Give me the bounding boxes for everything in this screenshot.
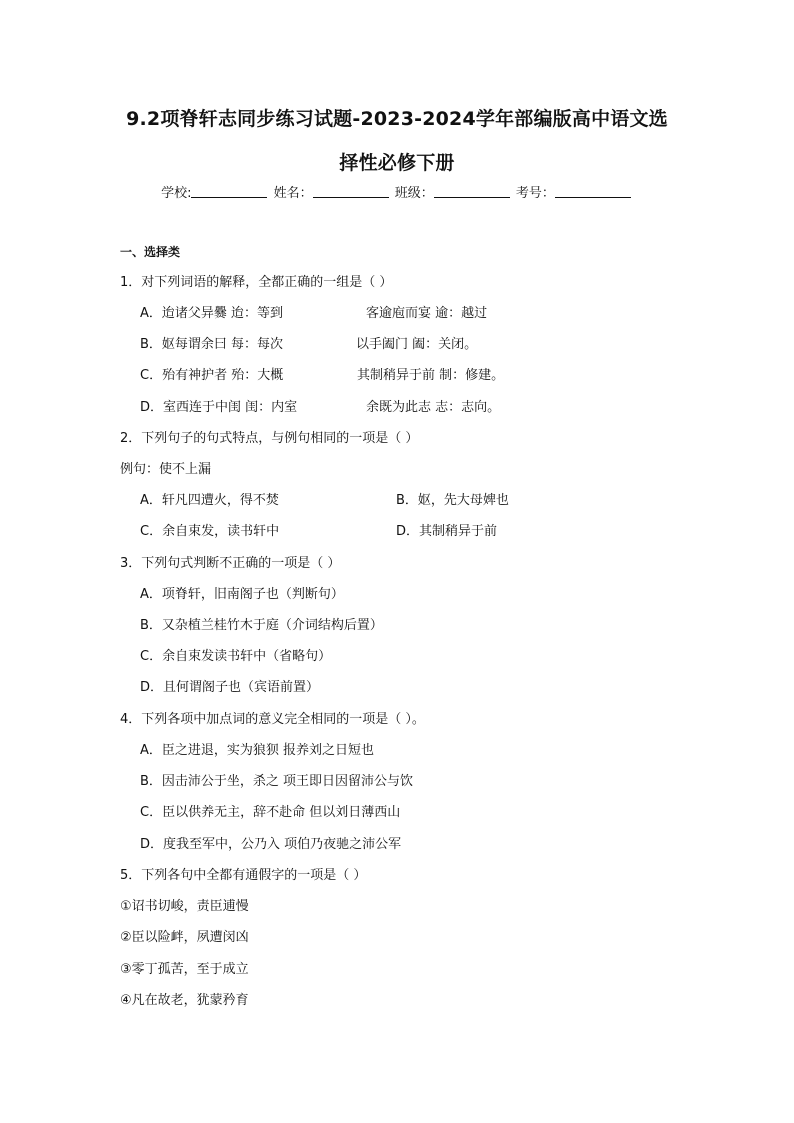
- q3-option-b: B．又杂植兰桂竹木于庭（介词结构后置）: [140, 618, 383, 633]
- student-info-row: [0, 182, 794, 201]
- name-field: [274, 182, 391, 201]
- q1-option-c-left: C．殆有神护者 殆：大概: [140, 368, 284, 383]
- q4-stem: 4．下列各项中加点词的意义完全相同的一项是（ ）。: [120, 712, 425, 727]
- q2-option-b: B．妪，先大母婢也: [396, 493, 509, 508]
- q2-example: 例句：使不上漏: [120, 462, 212, 477]
- q3-stem: 3．下列句式判断不正确的一项是（ ）: [120, 556, 341, 571]
- q3-option-c: C．余自束发读书轩中（省略句）: [140, 649, 332, 664]
- q2-option-d: D．其制稍异于前: [396, 524, 498, 539]
- class-blank[interactable]: [434, 184, 510, 198]
- q5-item-4: ④凡在故老，犹蒙矜育: [120, 993, 249, 1008]
- number-field: [516, 182, 633, 201]
- q4-option-d: D．度我至军中，公乃入 项伯乃夜驰之沛公军: [140, 837, 402, 852]
- class-field: [395, 182, 512, 201]
- q1-option-b-left: B．妪每谓余曰 每：每次: [140, 337, 284, 352]
- number-label: 考号：: [515, 186, 555, 201]
- document-title-line-2: 择性必修下册: [339, 152, 455, 174]
- q5-item-2: ②臣以险衅，夙遭闵凶: [120, 930, 249, 945]
- q4-option-b: B．因击沛公于坐，杀之 项王即日因留沛公与饮: [140, 774, 414, 789]
- q2-option-c: C．余自束发，读书轩中: [140, 524, 280, 539]
- q1-option-a-right: 客逾庖而宴 逾：越过: [366, 306, 488, 321]
- q1-option-d-right: 余既为此志 志：志向。: [366, 400, 501, 415]
- document-title-line-1: 9.2项脊轩志同步练习试题-2023-2024学年部编版高中语文选: [126, 108, 668, 130]
- class-label: 班级：: [394, 186, 434, 201]
- q5-stem: 5．下列各句中全都有通假字的一项是（ ）: [120, 868, 367, 883]
- q4-option-a: A．臣之进退，实为狼狈 报养刘之日短也: [140, 743, 375, 758]
- name-blank[interactable]: [313, 184, 389, 198]
- school-blank[interactable]: [191, 184, 267, 198]
- number-blank[interactable]: [555, 184, 631, 198]
- school-field: [161, 182, 269, 201]
- q1-option-b-right: 以手阖门 阖：关闭。: [356, 337, 478, 352]
- name-label: 姓名：: [273, 186, 313, 201]
- q1-stem: 1．对下列词语的解释，全都正确的一组是（ ）: [120, 275, 393, 290]
- q3-option-a: A．项脊轩，旧南阁子也（判断句）: [140, 587, 344, 602]
- q3-option-d: D．且何谓阁子也（宾语前置）: [140, 680, 320, 695]
- q5-item-3: ③零丁孤苦，至于成立: [120, 962, 249, 977]
- section-heading: 一、选择类: [120, 245, 181, 259]
- q1-option-d-left: D．室西连于中闺 闺：内室: [140, 400, 298, 415]
- school-label: 学校:: [161, 186, 192, 201]
- q1-option-a-left: A．迨诸父异爨 迨：等到: [140, 306, 284, 321]
- q2-stem: 2．下列句子的句式特点，与例句相同的一项是（ ）: [120, 431, 419, 446]
- q5-item-1: ①诏书切峻，责臣逋慢: [120, 899, 249, 914]
- q2-option-a: A．轩凡四遭火，得不焚: [140, 493, 279, 508]
- q4-option-c: C．臣以供养无主，辞不赴命 但以刘日薄西山: [140, 805, 401, 820]
- q1-option-c-right: 其制稍异于前 制：修建。: [357, 368, 505, 383]
